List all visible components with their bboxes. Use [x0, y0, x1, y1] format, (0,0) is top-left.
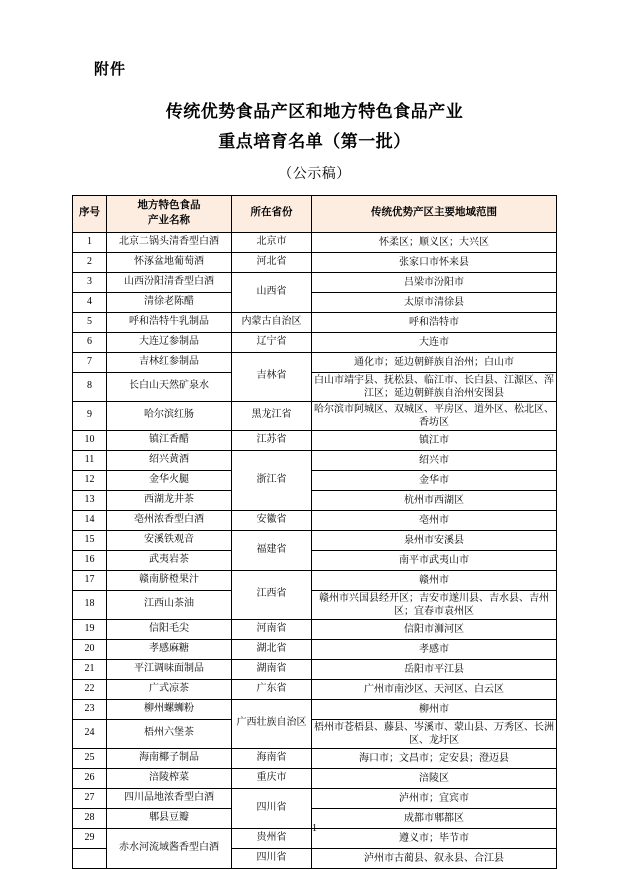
cell-no: 16 — [73, 550, 107, 570]
cell-no: 18 — [73, 590, 107, 619]
cell-no: 14 — [73, 510, 107, 530]
cell-province: 辽宁省 — [232, 332, 312, 352]
cell-no: 25 — [73, 748, 107, 768]
cell-region-range: 孝感市 — [312, 639, 557, 659]
cell-industry-name: 广式凉茶 — [107, 679, 232, 699]
industry-list-table — [72, 195, 557, 869]
cell-region-range: 南平市武夷山市 — [312, 550, 557, 570]
cell-no: 19 — [73, 619, 107, 639]
table-row — [73, 470, 557, 490]
cell-industry-name: 北京二锅头清香型白酒 — [107, 232, 232, 252]
table-row — [73, 352, 557, 372]
cell-no: 26 — [73, 768, 107, 788]
cell-region-range: 赣州市兴国县经开区；吉安市遂川县、吉水县、吉州区；宜春市袁州区 — [312, 590, 557, 619]
cell-no: 22 — [73, 679, 107, 699]
cell-industry-name: 安溪铁观音 — [107, 530, 232, 550]
cell-region-range: 泸州市古蔺县、叙永县、合江县 — [312, 848, 557, 868]
cell-region-range: 遵义市；毕节市 — [312, 828, 557, 848]
cell-industry-name: 金华火腿 — [107, 470, 232, 490]
cell-no: 2 — [73, 252, 107, 272]
cell-province: 河南省 — [232, 619, 312, 639]
cell-province: 贵州省 — [232, 828, 312, 848]
table-row — [73, 639, 557, 659]
table-row — [73, 312, 557, 332]
cell-industry-name: 大连辽参制品 — [107, 332, 232, 352]
cell-no: 28 — [73, 808, 107, 828]
attachment-label: 附件 — [94, 62, 127, 78]
table-row — [73, 699, 557, 719]
cell-region-range: 亳州市 — [312, 510, 557, 530]
cell-region-range: 哈尔滨市阿城区、双城区、平房区、道外区、松北区、香坊区 — [312, 401, 557, 430]
table-row — [73, 252, 557, 272]
cell-industry-name: 呼和浩特牛乳制品 — [107, 312, 232, 332]
cell-province: 浙江省 — [232, 450, 312, 510]
table-header — [73, 195, 557, 232]
table-row — [73, 490, 557, 510]
cell-industry-name: 信阳毛尖 — [107, 619, 232, 639]
column-header-no: 序号 — [73, 195, 107, 232]
cell-industry-name: 绍兴黄酒 — [107, 450, 232, 470]
table-body — [73, 232, 557, 868]
cell-no: 29 — [73, 828, 107, 848]
cell-province: 内蒙古自治区 — [232, 312, 312, 332]
cell-no: 8 — [73, 372, 107, 401]
column-header-name-line-2: 产业名称 — [148, 214, 190, 226]
cell-industry-name: 涪陵榨菜 — [107, 768, 232, 788]
cell-province: 海南省 — [232, 748, 312, 768]
cell-industry-name: 赣南脐橙果汁 — [107, 570, 232, 590]
table-row — [73, 679, 557, 699]
cell-region-range: 太原市清徐县 — [312, 292, 557, 312]
cell-no: 20 — [73, 639, 107, 659]
cell-no: 21 — [73, 659, 107, 679]
table-row — [73, 719, 557, 748]
cell-province: 黑龙江省 — [232, 401, 312, 430]
table-row — [73, 332, 557, 352]
document-subtitle: （公示稿） — [278, 166, 351, 182]
table-row — [73, 510, 557, 530]
cell-industry-name: 长白山天然矿泉水 — [107, 372, 232, 401]
table-row — [73, 292, 557, 312]
cell-no: 17 — [73, 570, 107, 590]
cell-province: 广东省 — [232, 679, 312, 699]
cell-no: 3 — [73, 272, 107, 292]
table-row — [73, 530, 557, 550]
table-row — [73, 450, 557, 470]
cell-province: 江苏省 — [232, 430, 312, 450]
cell-region-range: 大连市 — [312, 332, 557, 352]
cell-province: 吉林省 — [232, 352, 312, 401]
cell-region-range: 通化市；延边朝鲜族自治州；白山市 — [312, 352, 557, 372]
cell-industry-name: 清徐老陈醋 — [107, 292, 232, 312]
cell-industry-name: 柳州螺蛳粉 — [107, 699, 232, 719]
cell-region-range: 张家口市怀来县 — [312, 252, 557, 272]
cell-province: 湖北省 — [232, 639, 312, 659]
cell-region-range: 呼和浩特市 — [312, 312, 557, 332]
cell-region-range: 怀柔区；顺义区；大兴区 — [312, 232, 557, 252]
cell-industry-name: 平江调味面制品 — [107, 659, 232, 679]
cell-no: 11 — [73, 450, 107, 470]
cell-region-range: 涪陵区 — [312, 768, 557, 788]
cell-region-range: 绍兴市 — [312, 450, 557, 470]
table-row — [73, 659, 557, 679]
cell-no: 13 — [73, 490, 107, 510]
cell-region-range: 吕梁市汾阳市 — [312, 272, 557, 292]
cell-industry-name: 吉林红参制品 — [107, 352, 232, 372]
cell-no: 23 — [73, 699, 107, 719]
cell-region-range: 成都市郫都区 — [312, 808, 557, 828]
table-row — [73, 570, 557, 590]
column-header-name-line-1: 地方特色食品 — [137, 200, 201, 212]
cell-no: 27 — [73, 788, 107, 808]
cell-no — [73, 848, 107, 868]
cell-region-range: 泸州市；宜宾市 — [312, 788, 557, 808]
cell-industry-name: 梧州六堡茶 — [107, 719, 232, 748]
cell-no: 1 — [73, 232, 107, 252]
table-row — [73, 590, 557, 619]
cell-province: 四川省 — [232, 848, 312, 868]
table-row — [73, 788, 557, 808]
cell-industry-name: 赤水河流域酱香型白酒 — [107, 828, 232, 868]
table-row — [73, 430, 557, 450]
cell-industry-name: 郫县豆瓣 — [107, 808, 232, 828]
cell-industry-name: 山西汾阳清香型白酒 — [107, 272, 232, 292]
column-header-name — [107, 195, 232, 232]
document-title-line-2: 重点培育名单（第一批） — [218, 131, 411, 151]
column-header-range: 传统优势产区主要地域范围 — [312, 195, 557, 232]
cell-region-range: 杭州市西湖区 — [312, 490, 557, 510]
cell-industry-name: 怀涿盆地葡萄酒 — [107, 252, 232, 272]
cell-industry-name: 江西山茶油 — [107, 590, 232, 619]
table-row — [73, 768, 557, 788]
cell-industry-name: 海南椰子制品 — [107, 748, 232, 768]
page-number: 1 — [312, 823, 317, 834]
cell-province: 河北省 — [232, 252, 312, 272]
cell-region-range: 信阳市浉河区 — [312, 619, 557, 639]
cell-region-range: 岳阳市平江县 — [312, 659, 557, 679]
table-row — [73, 401, 557, 430]
cell-province: 重庆市 — [232, 768, 312, 788]
cell-no: 12 — [73, 470, 107, 490]
cell-region-range: 海口市；文昌市；定安县；澄迈县 — [312, 748, 557, 768]
cell-province: 山西省 — [232, 272, 312, 312]
cell-no: 24 — [73, 719, 107, 748]
cell-no: 4 — [73, 292, 107, 312]
cell-region-range: 泉州市安溪县 — [312, 530, 557, 550]
cell-region-range: 广州市南沙区、天河区、白云区 — [312, 679, 557, 699]
cell-no: 5 — [73, 312, 107, 332]
cell-no: 9 — [73, 401, 107, 430]
cell-region-range: 金华市 — [312, 470, 557, 490]
table-row — [73, 748, 557, 768]
table-row — [73, 619, 557, 639]
cell-industry-name: 西湖龙井茶 — [107, 490, 232, 510]
cell-industry-name: 镇江香醋 — [107, 430, 232, 450]
cell-province: 广西壮族自治区 — [232, 699, 312, 748]
table-row — [73, 272, 557, 292]
cell-no: 7 — [73, 352, 107, 372]
cell-no: 15 — [73, 530, 107, 550]
cell-province: 福建省 — [232, 530, 312, 570]
table-header-row — [73, 195, 557, 232]
cell-industry-name: 哈尔滨红肠 — [107, 401, 232, 430]
table-row — [73, 232, 557, 252]
cell-industry-name: 孝感麻糖 — [107, 639, 232, 659]
cell-province: 湖南省 — [232, 659, 312, 679]
cell-industry-name: 武夷岩茶 — [107, 550, 232, 570]
document-title-line-1: 传统优势食品产区和地方特色食品产业 — [165, 102, 464, 121]
table-row — [73, 550, 557, 570]
cell-province: 四川省 — [232, 788, 312, 828]
cell-province: 安徽省 — [232, 510, 312, 530]
cell-region-range: 白山市靖宇县、抚松县、临江市、长白县、江源区、浑江区；延边朝鲜族自治州安图县 — [312, 372, 557, 401]
cell-region-range: 镇江市 — [312, 430, 557, 450]
document-title — [72, 97, 557, 157]
cell-industry-name: 四川品地浓香型白酒 — [107, 788, 232, 808]
cell-no: 6 — [73, 332, 107, 352]
cell-region-range: 赣州市 — [312, 570, 557, 590]
table-row — [73, 372, 557, 401]
cell-region-range: 梧州市苍梧县、藤县、岑溪市、蒙山县、万秀区、长洲区、龙圩区 — [312, 719, 557, 748]
cell-province: 江西省 — [232, 570, 312, 619]
column-header-province: 所在省份 — [232, 195, 312, 232]
cell-industry-name: 亳州浓香型白酒 — [107, 510, 232, 530]
cell-no: 10 — [73, 430, 107, 450]
cell-province: 北京市 — [232, 232, 312, 252]
cell-region-range: 柳州市 — [312, 699, 557, 719]
